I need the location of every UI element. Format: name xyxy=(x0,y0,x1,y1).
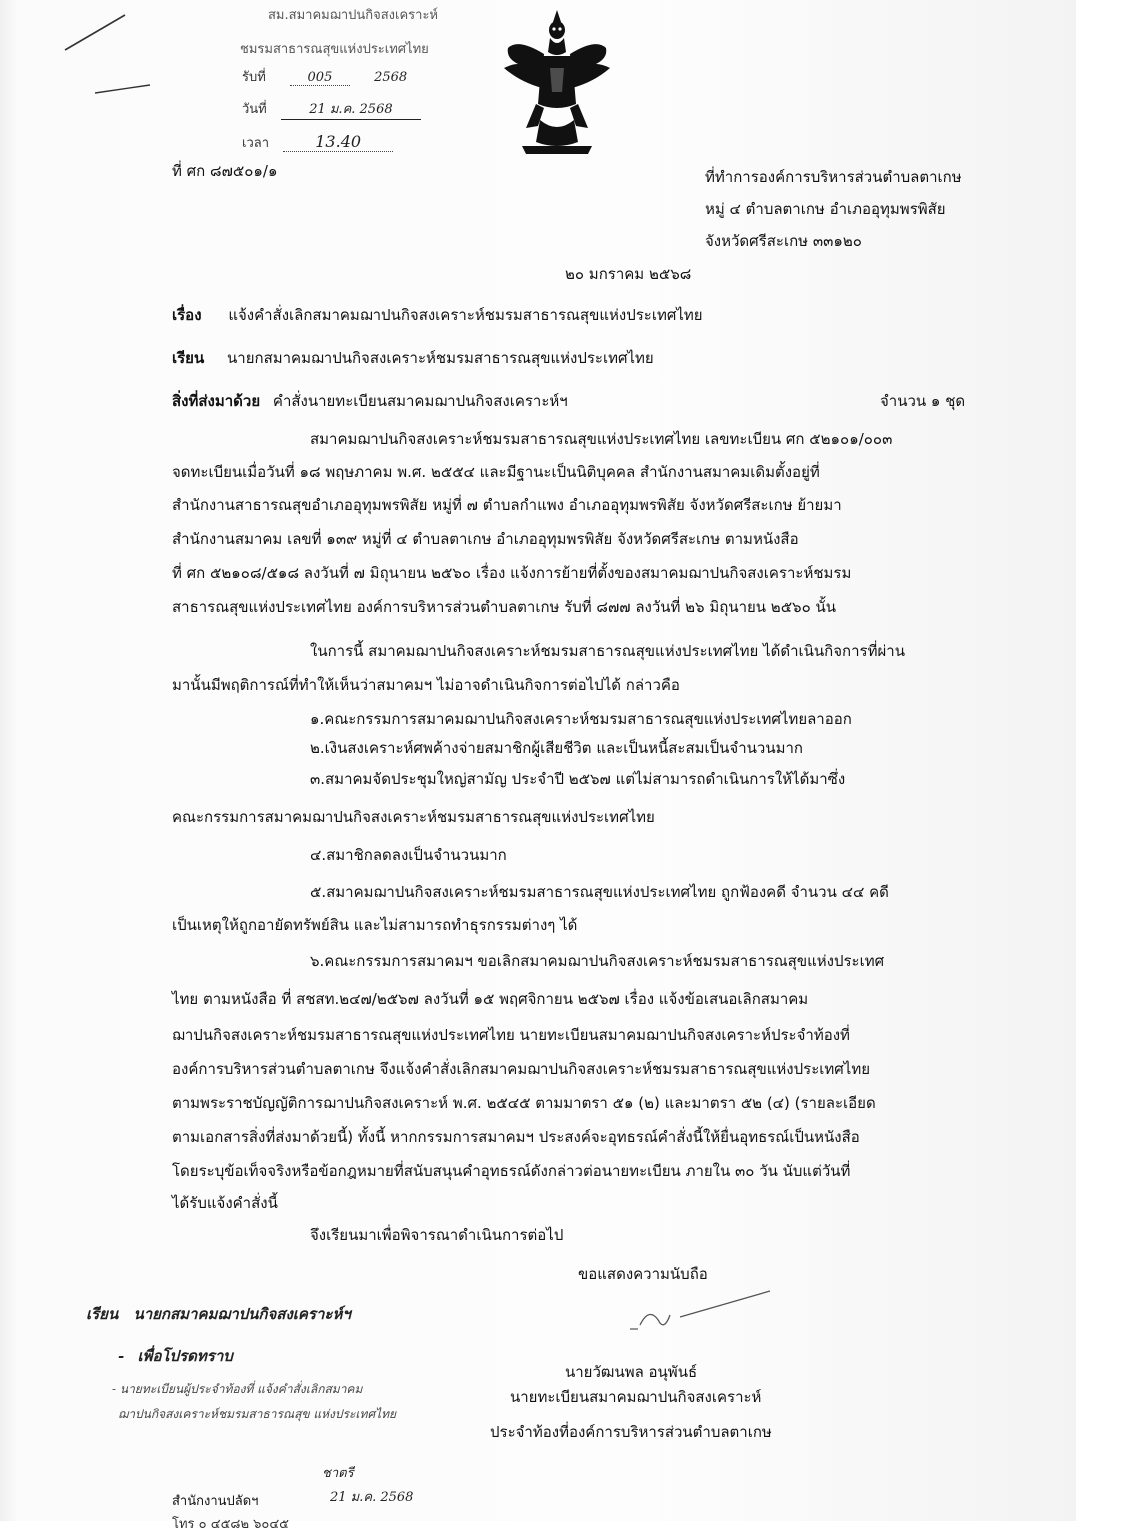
list-item-3-line2: คณะกรรมการสมาคมฌาปนกิจสงเคราะห์ชมรมสาธารณสุขแห่งประเทศไทย xyxy=(172,808,655,826)
stamp-time-label: เวลา xyxy=(242,136,270,151)
handnote-to-label: เรียน xyxy=(86,1305,119,1323)
list-item-1: ๑.คณะกรรมการสมาคมฌาปนกิจสงเคราะห์ชมรมสาธารณสุขแห่งประเทศไทยลาออก xyxy=(310,710,852,728)
stamp-receive-row xyxy=(242,66,407,87)
body-p1-line2: จดทะเบียนเมื่อวันที่ ๑๘ พฤษภาคม พ.ศ. ๒๕๕๔ และมีฐานะเป็นนิติบุคคล สำนักงานสมาคมเดิมตั้งอยู่ที่ xyxy=(172,463,820,481)
body-p1-line4: สำนักงานสมาคม เลขที่ ๑๓๙ หมู่ที่ ๔ ตำบลตาเกษ อำเภออุทุมพรพิสัย จังหวัดศรีสะเกษ ตามหนังสือ xyxy=(172,530,799,548)
stamp-date-value: 21 ม.ค. 2568 xyxy=(281,98,421,120)
handnote-to-row xyxy=(86,1302,351,1326)
addressee-label: เรียน xyxy=(172,349,205,367)
list-item-3-line1: ๓.สมาคมจัดประชุมใหญ่สามัญ ประจำปี ๒๕๖๗ แต่ไม่สามารถดำเนินการให้ได้มาซึ่ง xyxy=(310,770,846,788)
list-item-4: ๔.สมาชิกลดลงเป็นจำนวนมาก xyxy=(310,846,507,864)
sender-address-line1: ที่ทำการองค์การบริหารส่วนตำบลตาเกษ xyxy=(705,168,962,186)
stamp-time-row xyxy=(242,132,393,153)
stamp-time-value: 13.40 xyxy=(283,132,393,152)
list-item-6-line2: ไทย ตามหนังสือ ที่ สชสท.๒๔๗/๒๕๖๗ ลงวันที่ ๑๕ พฤศจิกายน ๒๕๖๗ เรื่อง แจ้งข้อเสนอเลิกสมาคม xyxy=(172,990,809,1008)
list-item-2: ๒.เงินสงเคราะห์ศพค้างจ่ายสมาชิกผู้เสียชีวิต และเป็นหนี้สะสมเป็นจำนวนมาก xyxy=(310,739,803,757)
sender-address-line3: จังหวัดศรีสะเกษ ๓๓๑๒๐ xyxy=(705,232,862,250)
subject-row xyxy=(172,303,703,327)
stamp-date-label: วันที่ xyxy=(242,102,267,117)
sender-address-line2: หมู่ ๔ ตำบลตาเกษ อำเภออุทุมพรพิสัย xyxy=(705,200,946,218)
handnote-to-text: นายกสมาคมฌาปนกิจสงเคราะห์ฯ xyxy=(133,1305,351,1323)
list-item-6-line1: ๖.คณะกรรมการสมาคมฯ ขอเลิกสมาคมฌาปนกิจสงเคราะห์ชมรมสาธารณสุขแห่งประเทศ xyxy=(310,952,885,970)
addressee-row xyxy=(172,346,654,370)
handnote-line3: - นายทะเบียนผู้ประจำท้องที่ แจ้งคำสั่งเลิกสมาคม xyxy=(112,1382,363,1396)
enclosure-text: คำสั่งนายทะเบียนสมาคมฌาปนกิจสงเคราะห์ฯ xyxy=(272,392,568,410)
enclosure-label: สิ่งที่ส่งมาด้วย xyxy=(172,392,261,410)
letter-date: ๒๐ มกราคม ๒๕๖๘ xyxy=(565,265,692,283)
list-item-5-line2: เป็นเหตุให้ถูกอายัดทรัพย์สิน และไม่สามารถทำธุรกรรมต่างๆ ได้ xyxy=(172,916,578,934)
body-p1-line1: สมาคมฌาปนกิจสงเคราะห์ชมรมสาธารณสุขแห่งประเทศไทย เลขทะเบียน ศก ๕๒๑๐๑/๐๐๓ xyxy=(310,430,893,448)
handnote-initials: ชาตรี xyxy=(322,1466,354,1481)
subject-text: แจ้งคำสั่งเลิกสมาคมฌาปนกิจสงเคราะห์ชมรมสาธารณสุขแห่งประเทศไทย xyxy=(228,306,703,324)
list-item-6-line6: ตามเอกสารสิ่งที่ส่งมาด้วยนี้) ทั้งนี้ หากกรรมการสมาคมฯ ประสงค์จะอุทธรณ์คำสั่งนี้ให้ยื่นอุทธรณ์เป็นหนังสือ xyxy=(172,1128,860,1146)
stamp-org-line2: ชมรมสาธารณสุขแห่งประเทศไทย xyxy=(240,42,429,57)
body-p1-line3: สำนักงานสาธารณสุขอำเภออุทุมพรพิสัย หมู่ที่ ๗ ตำบลกำแพง อำเภออุทุมพรพิสัย จังหวัดศรีสะเกษ ย้ายมา xyxy=(172,496,842,514)
signature-scribble xyxy=(620,1285,780,1335)
reference-number: ที่ ศก ๘๗๕๐๑/๑ xyxy=(172,162,278,180)
body-p1-line5: ที่ ศก ๕๒๑๐๘/๕๑๘ ลงวันที่ ๗ มิถุนายน ๒๕๖๐ เรื่อง แจ้งการย้ายที่ตั้งของสมาคมฌาปนกิจสงเคราะห์ชมรม xyxy=(172,564,852,582)
handnote-for-info: เพื่อโปรดทราบ xyxy=(137,1347,233,1365)
enclosure-row xyxy=(172,389,568,413)
list-item-5-line1: ๕.สมาคมฌาปนกิจสงเคราะห์ชมรมสาธารณสุขแห่งประเทศไทย ถูกฟ้องคดี จำนวน ๔๔ คดี xyxy=(310,883,889,901)
handnote-dash: - xyxy=(118,1347,125,1365)
signatory-title-line2: ประจำท้องที่องค์การบริหารส่วนตำบลตาเกษ xyxy=(490,1423,772,1441)
body-p1-line6: สาธารณสุขแห่งประเทศไทย องค์การบริหารส่วนตำบลตาเกษ รับที่ ๘๗๗ ลงวันที่ ๒๖ มิถุนายน ๒๕๖๐ นั้น xyxy=(172,598,836,616)
list-item-6-line8: ได้รับแจ้งคำสั่งนี้ xyxy=(172,1194,278,1212)
body-p2-line1: ในการนี้ สมาคมฌาปนกิจสงเคราะห์ชมรมสาธารณสุขแห่งประเทศไทย ได้ดำเนินกิจการที่ผ่าน xyxy=(310,642,905,660)
handnote-info-row xyxy=(118,1344,233,1368)
list-item-6-line3: ฌาปนกิจสงเคราะห์ชมรมสาธารณสุขแห่งประเทศไทย นายทะเบียนสมาคมฌาปนกิจสงเคราะห์ประจำท้องที่ xyxy=(172,1026,850,1044)
list-item-6-line4: องค์การบริหารส่วนตำบลตาเกษ จึงแจ้งคำสั่งเลิกสมาคมฌาปนกิจสงเคราะห์ชมรมสาธารณสุขแห่งประเทศไทย xyxy=(172,1060,871,1078)
enclosure-quantity: จำนวน ๑ ชุด xyxy=(880,392,966,410)
stamp-org-line1: สม.สมาคมฌาปนกิจสงเคราะห์ xyxy=(268,8,438,23)
stamp-receive-number: 005 xyxy=(290,70,350,86)
signatory-title-line1: นายทะเบียนสมาคมฌาปนกิจสงเคราะห์ xyxy=(510,1388,762,1406)
stamp-receive-label: รับที่ xyxy=(242,70,266,85)
regards: ขอแสดงความนับถือ xyxy=(578,1265,708,1283)
list-item-6-line5: ตามพระราชบัญญัติการฌาปนกิจสงเคราะห์ พ.ศ. ๒๕๔๕ ตามมาตรา ๕๑ (๒) และมาตรา ๕๒ (๔) (รายละเอียด xyxy=(172,1094,876,1112)
handnote-office-date: 21 ม.ค. 2568 xyxy=(330,1490,414,1505)
handnote-line4: ฌาปนกิจสงเคราะห์ชมรมสาธารณสุข แห่งประเทศไทย xyxy=(118,1407,397,1421)
pen-scratch-marks xyxy=(55,5,175,95)
addressee-text: นายกสมาคมฌาปนกิจสงเคราะห์ชมรมสาธารณสุขแห่งประเทศไทย xyxy=(227,349,654,367)
signatory-name: นายวัฒนพล อนุพันธ์ xyxy=(565,1363,698,1381)
closing-sentence: จึงเรียนมาเพื่อพิจารณาดำเนินการต่อไป xyxy=(310,1226,564,1244)
stamp-receive-year: 2568 xyxy=(374,70,408,85)
stamp-date-row xyxy=(242,98,421,120)
subject-label: เรื่อง xyxy=(172,306,202,324)
footer-cut-text: โทร ๐ ๔๕๘๒ ๖๐๔๕ xyxy=(172,1517,290,1532)
list-item-6-line7: โดยระบุข้อเท็จจริงหรือข้อกฎหมายที่สนับสนุนคำอุทธรณ์ดังกล่าวต่อนายทะเบียน ภายใน ๓๐ วัน นับแต่วันที่ xyxy=(172,1162,851,1180)
body-p2-line2: มานั้นมีพฤติการณ์ที่ทำให้เห็นว่าสมาคมฯ ไม่อาจดำเนินกิจการต่อไปได้ กล่าวคือ xyxy=(172,676,680,694)
garuda-emblem-icon xyxy=(498,8,616,158)
handnote-office: สำนักงานปลัดฯ xyxy=(172,1494,259,1509)
receiving-stamp xyxy=(240,0,510,160)
